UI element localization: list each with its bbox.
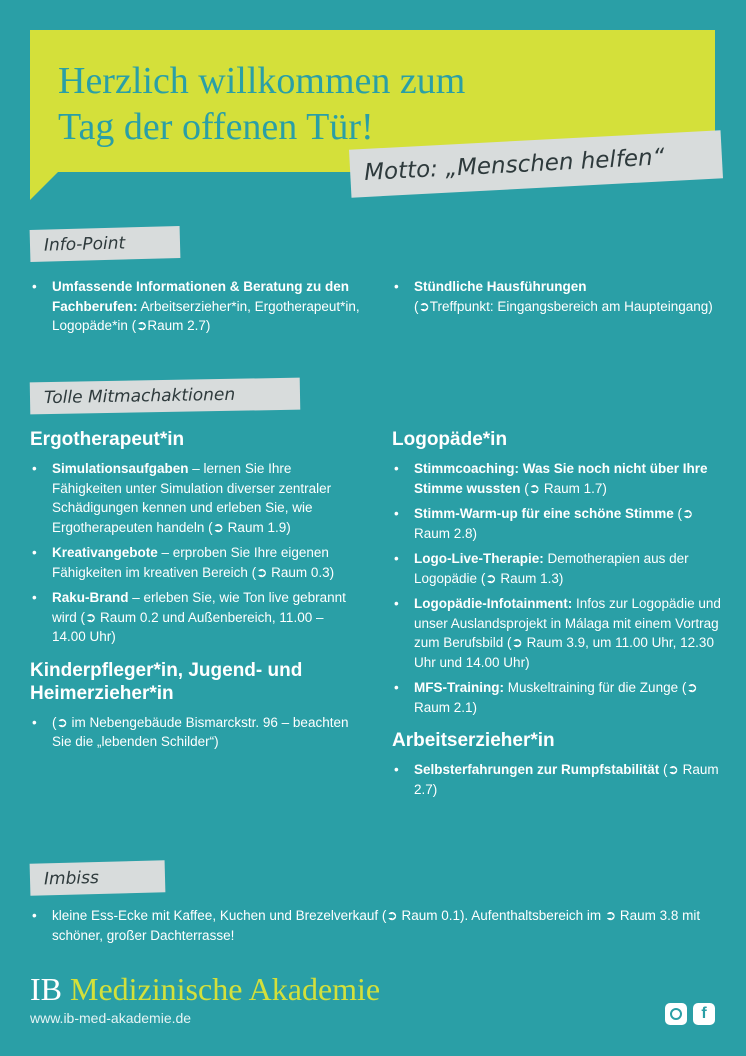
- list-item: • Simulationsaufgaben – lernen Sie Ihre Fähigkeiten unter Simulation diverser zentraler Schädigungen kennen und erleben Sie, wie Ergotherapeuten handeln (➲ Raum 1.9): [30, 459, 360, 537]
- list-item: • Stündliche Hausführungen (➲Treffpunkt: Eingangsbereich am Haupteingang): [392, 277, 722, 316]
- title-line-2: Tag der offenen Tür!: [58, 106, 374, 148]
- kinder-list: [30, 713, 360, 752]
- imbiss-info: [30, 906, 720, 951]
- list-item: • Stimmcoaching: Was Sie noch nicht über Ihre Stimme wussten (➲ Raum 1.7): [392, 459, 722, 498]
- instagram-lens: [670, 1008, 682, 1020]
- section-label-mitmachaktionen: Tolle Mitmachaktionen: [30, 378, 301, 415]
- title-line-1: Herzlich willkommen zum: [58, 60, 466, 102]
- arbeit-list: [392, 760, 722, 799]
- heading-logopaede: Logopäde*in: [392, 429, 508, 450]
- heading-kinderpfleger: Kinderpfleger*in, Jugend- und Heimerzieher*in: [30, 659, 303, 704]
- list-item: • Logo-Live-Therapie: Demotherapien aus der Logopädie (➲ Raum 1.3): [392, 549, 722, 588]
- website-url[interactable]: www.ib-med-akademie.de: [30, 1010, 192, 1026]
- logo-list: [392, 459, 722, 717]
- banner-tail: [30, 170, 60, 200]
- list-item: • (➲ im Nebengebäude Bismarckstr. 96 – beachten Sie die „lebenden Schilder“): [30, 713, 360, 752]
- ergotherapie-column: [30, 428, 360, 758]
- list-item: • Selbsterfahrungen zur Rumpfstabilität (➲ Raum 2.7): [392, 760, 722, 799]
- brand-logo: IB Medizinische Akademie: [30, 971, 381, 1007]
- list-item: • kleine Ess-Ecke mit Kaffee, Kuchen und Brezelverkauf (➲ Raum 0.1). Aufenthaltsbereich im ➲ Raum 3.8 mit schöner, großer Dachterrasse!: [30, 906, 720, 945]
- list-item: • Raku-Brand – erleben Sie, wie Ton live gebrannt wird (➲ Raum 0.2 und Außenbereich, 11.00 – 14.00 Uhr): [30, 588, 360, 647]
- heading-ergotherapeut: Ergotherapeut*in: [30, 429, 185, 450]
- section-label-info-point: Info-Point: [30, 226, 181, 262]
- facebook-icon[interactable]: f: [693, 1003, 715, 1025]
- instagram-icon[interactable]: [665, 1003, 687, 1025]
- motto-tape: Motto: „Menschen helfen“: [349, 130, 723, 197]
- page-title: [58, 58, 465, 150]
- logopaedie-column: [392, 428, 722, 805]
- heading-arbeitserzieher: Arbeitserzieher*in: [392, 730, 555, 751]
- list-item: • Stimm-Warm-up für eine schöne Stimme (➲ Raum 2.8): [392, 504, 722, 543]
- ergo-list: [30, 459, 360, 647]
- list-item: • MFS-Training: Muskeltraining für die Zunge (➲ Raum 2.1): [392, 678, 722, 717]
- list-item: • Umfassende Informationen & Beratung zu den Fachberufen: Arbeitserzieher*in, Ergotherapeut*in, Logopäde*in (➲Raum 2.7): [30, 277, 360, 336]
- info-point-right: [392, 277, 722, 322]
- list-item: • Logopädie-Infotainment: Infos zur Logopädie und unser Auslandsprojekt in Málaga mit einem Vortrag zum Berufsbild (➲ Raum 3.9, um 11.00 Uhr, 12.30 Uhr und 14.00 Uhr): [392, 594, 722, 672]
- info-point-left: [30, 277, 360, 342]
- section-label-imbiss: Imbiss: [30, 860, 166, 896]
- list-item: • Kreativangebote – erproben Sie Ihre eigenen Fähigkeiten im kreativen Bereich (➲ Raum 0.3): [30, 543, 360, 582]
